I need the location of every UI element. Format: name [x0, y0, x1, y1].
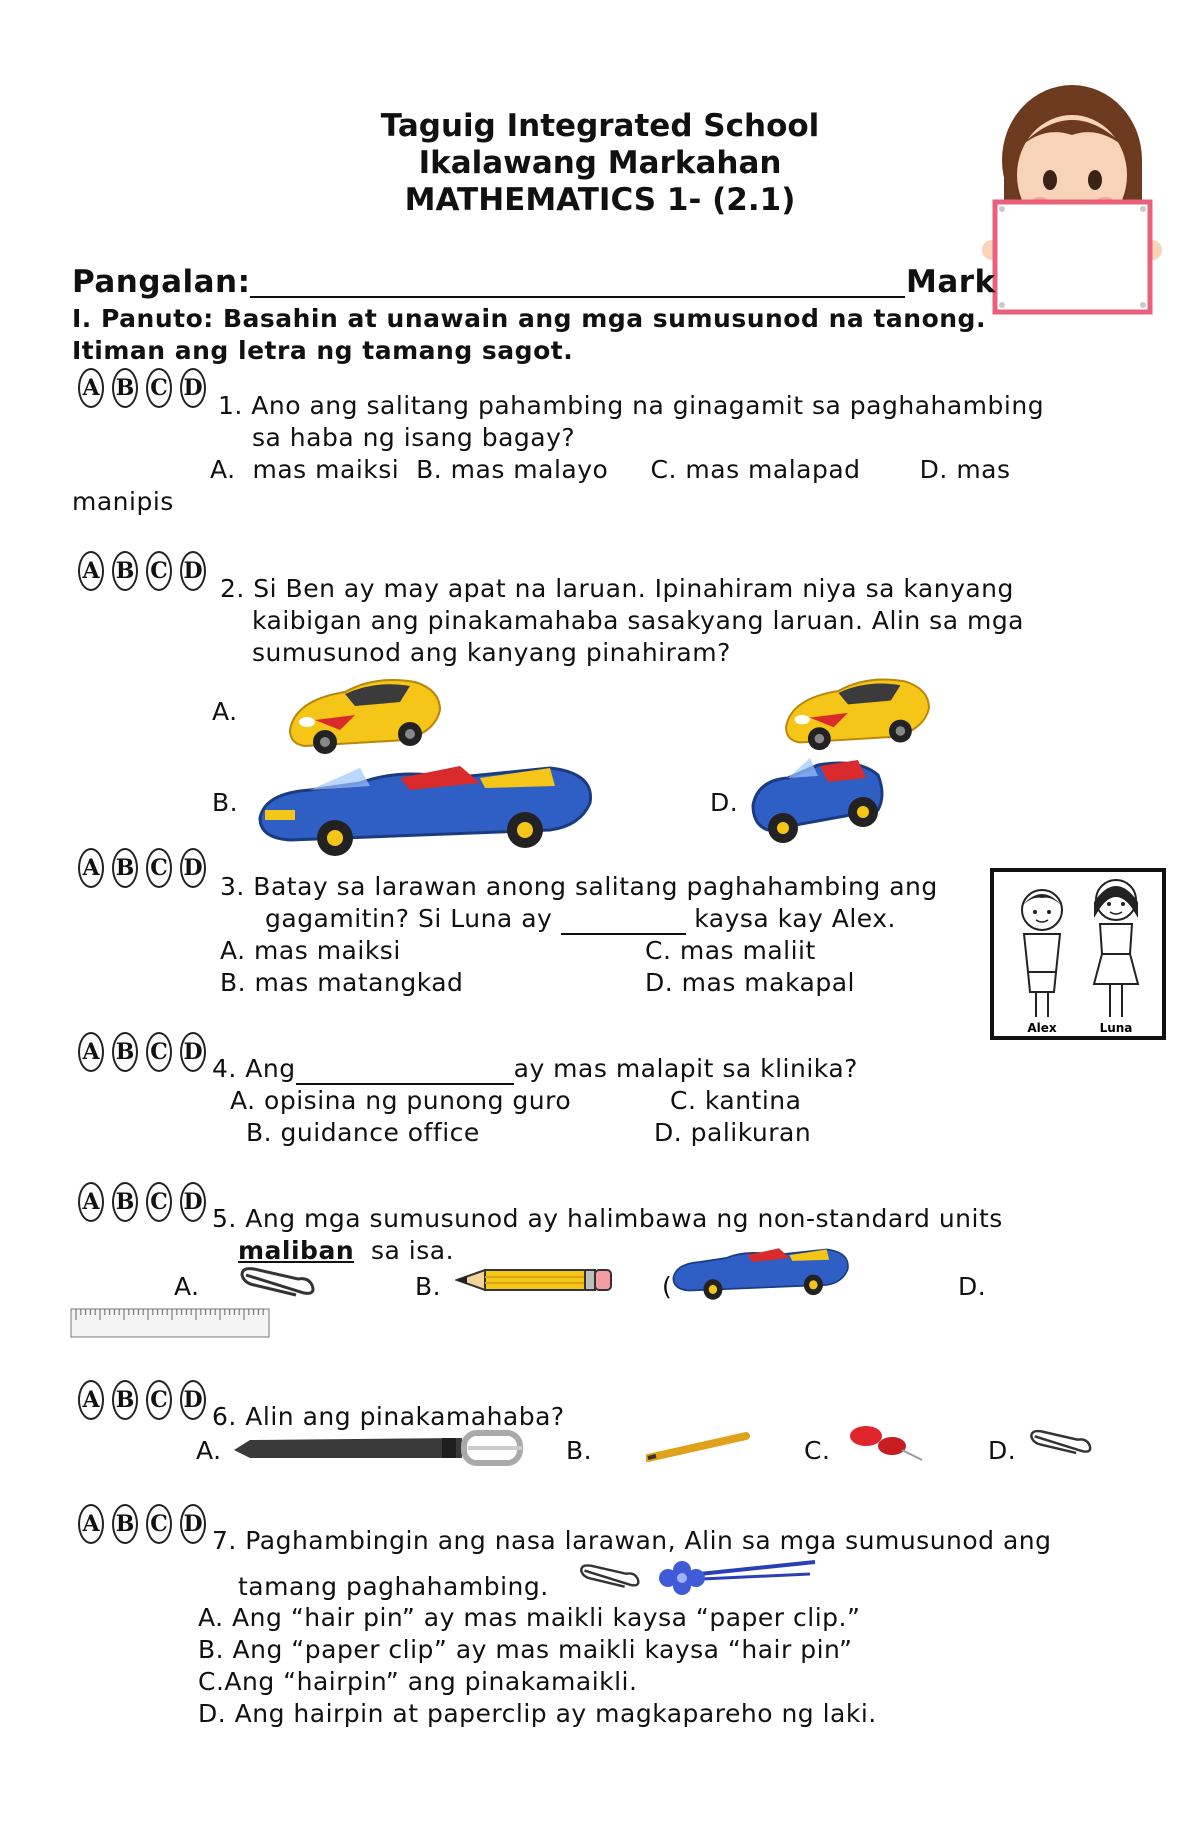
q7-line-1: 7. Paghambingin ang nasa larawan, Alin sa mga sumusunod ang [212, 1526, 1052, 1555]
alex-luna-drawing [994, 872, 1162, 1036]
q2-label-a: A. [212, 697, 238, 726]
q2-label-d: D. [710, 788, 739, 817]
q6-bubble-a[interactable]: A [78, 1380, 104, 1420]
luna-caption: Luna [1099, 1021, 1133, 1035]
yellow-race-car-a-image [285, 670, 445, 756]
toy-car-image [668, 1238, 853, 1302]
q6-label-d: D. [988, 1436, 1017, 1465]
q7-line-2: tamang paghahambing. [238, 1572, 549, 1601]
q3-answer-blank[interactable] [561, 904, 686, 935]
girl-holding-sign-illustration [980, 80, 1165, 315]
q1-answer-bubbles [78, 368, 206, 408]
q7-bubble-c[interactable]: C [146, 1504, 172, 1544]
q4-prefix: 4. Ang [212, 1054, 296, 1083]
q4-answer-blank[interactable] [296, 1054, 514, 1085]
q7-paper-clip-image [578, 1560, 644, 1594]
q3-bubble-d[interactable]: D [180, 848, 206, 888]
instructions-line-1: I. Panuto: Basahin at unawain ang mga sumusunod na tanong. [72, 304, 986, 333]
q1-line-2: sa haba ng isang bagay? [252, 423, 576, 452]
q7-choice-d: D. Ang hairpin at paperclip ay magkapareho ng laki. [198, 1699, 877, 1728]
q5-bubble-b[interactable]: B [112, 1182, 138, 1222]
q6-answer-bubbles [78, 1380, 206, 1420]
subject-title: MATHEMATICS 1- (2.1) [404, 182, 796, 218]
quarter-title: Ikalawang Markahan [418, 145, 782, 181]
q7-bubble-d[interactable]: D [180, 1504, 206, 1544]
q1-bubble-a[interactable]: A [78, 368, 104, 408]
q2-line-2: kaibigan ang pinakamahaba sasakyang laruan. Alin sa mga [252, 606, 1025, 635]
q2-bubble-b[interactable]: B [112, 551, 138, 591]
q5-bubble-a[interactable]: A [78, 1182, 104, 1222]
q4-bubble-c[interactable]: C [146, 1032, 172, 1072]
q2-bubble-c[interactable]: C [146, 551, 172, 591]
q3-bubble-c[interactable]: C [146, 848, 172, 888]
q1-choices: A. mas maiksi B. mas malayo C. mas malapad D. mas [210, 455, 1011, 484]
alex-luna-picture [990, 868, 1166, 1040]
q3-choice-a: A. mas maiksi [220, 936, 401, 965]
small-paper-clip-image [1028, 1424, 1096, 1462]
q4-bubble-a[interactable]: A [78, 1032, 104, 1072]
q6-bubble-c[interactable]: C [146, 1380, 172, 1420]
paper-clip-image [238, 1265, 320, 1301]
q5-line-2-rest: sa isa. [354, 1236, 455, 1265]
q7-choice-a: A. Ang “hair pin” ay mas maikli kaysa “paper clip.” [198, 1603, 861, 1632]
q3-line-2-start: gagamitin? Si Luna ay [265, 904, 561, 933]
q3-choice-b: B. mas matangkad [220, 968, 464, 997]
q2-bubble-d[interactable]: D [180, 551, 206, 591]
q3-choice-c: C. mas maliit [645, 936, 816, 965]
q2-line-3: sumusunod ang kanyang pinahiram? [252, 638, 731, 667]
alex-caption: Alex [1027, 1021, 1057, 1035]
q4-bubble-d[interactable]: D [180, 1032, 206, 1072]
q1-bubble-d[interactable]: D [180, 368, 206, 408]
long-blue-convertible-b-image [250, 748, 600, 860]
q3-line-2 [265, 904, 896, 935]
mark-label: Mark [906, 264, 996, 300]
short-blue-convertible-d-image [748, 750, 888, 848]
q4-suffix: ay mas malapit sa klinika? [513, 1054, 858, 1083]
q6-label-b: B. [566, 1436, 593, 1465]
small-pencil-image [646, 1428, 756, 1462]
q5-maliban: maliban [238, 1236, 355, 1265]
q2-label-b: B. [212, 788, 239, 817]
q3-bubble-b[interactable]: B [112, 848, 138, 888]
q6-bubble-d[interactable]: D [180, 1380, 206, 1420]
belt-image [232, 1428, 528, 1468]
name-blank-line[interactable] [250, 296, 905, 298]
q5-line-2 [238, 1236, 454, 1265]
q3-choice-d: D. mas makapal [645, 968, 855, 997]
q7-answer-bubbles [78, 1504, 206, 1544]
q6-question: 6. Alin ang pinakamahaba? [212, 1402, 565, 1431]
q7-bubble-b[interactable]: B [112, 1504, 138, 1544]
ruler-image [70, 1308, 270, 1338]
q4-choice-b: B. guidance office [246, 1118, 480, 1147]
q5-bubble-d[interactable]: D [180, 1182, 206, 1222]
q7-bubble-a[interactable]: A [78, 1504, 104, 1544]
q5-label-b: B. [415, 1272, 442, 1301]
q5-answer-bubbles [78, 1182, 206, 1222]
hair-pin-image [650, 1556, 820, 1596]
q1-bubble-c[interactable]: C [146, 368, 172, 408]
q6-label-a: A. [196, 1436, 222, 1465]
q4-choice-d: D. palikuran [654, 1118, 812, 1147]
q7-choice-c: C.Ang “hairpin” ang pinakamaikli. [198, 1667, 638, 1696]
q4-choice-a: A. opisina ng punong guro [230, 1086, 572, 1115]
yellow-race-car-c-image [760, 670, 955, 752]
push-pin-image [842, 1422, 924, 1462]
q5-bubble-c[interactable]: C [146, 1182, 172, 1222]
q6-label-c: C. [804, 1436, 831, 1465]
q5-label-a: A. [174, 1272, 200, 1301]
q5-line-1: 5. Ang mga sumusunod ay halimbawa ng non-standard units [212, 1204, 1003, 1233]
q6-bubble-b[interactable]: B [112, 1380, 138, 1420]
q7-choice-b: B. Ang “paper clip” ay mas maikli kaysa “hair pin” [198, 1635, 853, 1664]
q4-question [212, 1054, 858, 1085]
q3-line-1: 3. Batay sa larawan anong salitang paghahambing ang [220, 872, 938, 901]
school-title: Taguig Integrated School [380, 108, 820, 144]
q4-choice-c: C. kantina [670, 1086, 802, 1115]
q3-answer-bubbles [78, 848, 206, 888]
q2-answer-bubbles [78, 551, 206, 591]
q2-line-1: 2. Si Ben ay may apat na laruan. Ipinahiram niya sa kanyang [220, 574, 1014, 603]
pencil-image [455, 1262, 615, 1298]
q1-line-1: 1. Ano ang salitang pahambing na ginagamit sa paghahambing [218, 391, 1045, 420]
q3-bubble-a[interactable]: A [78, 848, 104, 888]
q3-line-2-end: kaysa kay Alex. [685, 904, 896, 933]
instructions-line-2: Itiman ang letra ng tamang sagot. [72, 336, 574, 365]
q4-bubble-b[interactable]: B [112, 1032, 138, 1072]
q4-answer-bubbles [78, 1032, 206, 1072]
q5-label-c: ( [662, 1272, 673, 1301]
q5-label-d: D. [958, 1272, 987, 1301]
q1-bubble-b[interactable]: B [112, 368, 138, 408]
name-label: Pangalan: [72, 264, 251, 300]
q2-bubble-a[interactable]: A [78, 551, 104, 591]
q1-choices-wrap: manipis [72, 487, 174, 516]
